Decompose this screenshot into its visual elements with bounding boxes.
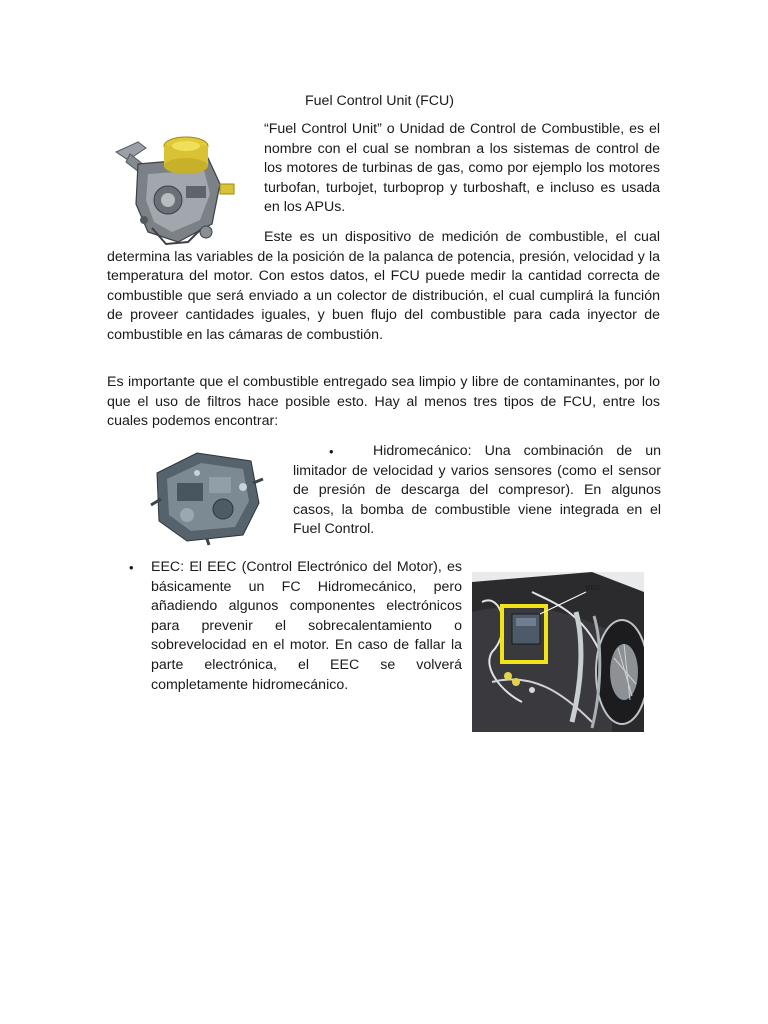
- hydromechanical-bullet: •: [329, 444, 334, 459]
- hydromechanical-paragraph: Hidromecánico: Una combinación de un limitador de velocidad y varios sensores (como el sensor de presión de descarga del compresor). En algunos casos, la bomba de combustible viene integrada en el Fuel Control.: [293, 443, 661, 538]
- eec-bullet: •: [129, 560, 134, 575]
- hydromechanical-illustration: [147, 443, 267, 547]
- eec-engine-illustration: [472, 572, 644, 732]
- hydromechanical-photo: [147, 443, 267, 547]
- eec-engine-photo: [472, 572, 644, 732]
- document-title: Fuel Control Unit (FCU): [305, 93, 454, 109]
- eec-paragraph: EEC: El EEC (Control Electrónico del Motor), es básicamente un FC Hidromecánico, pero añadiendo algunos componentes electrónicos para prevenir el sobrecalentamiento o sobrevelocidad en el motor. En caso de fallar la parte electrónica, el EEC se volverá completamente hidromecánico.: [151, 559, 462, 693]
- device-paragraph: Este es un dispositivo de medición de combustible, el cual determina las variables de la posición de la palanca de potencia, presión, velocidad y la temperatura del motor. Con estos datos, el FCU puede medir la cantidad correcta de combustible que será enviado a un colector de distribución, el cual cumplirá la función de proveer cantidades iguales, y buen flujo del combustible para cada inyector de combustible en las cámaras de combustión.: [107, 229, 660, 343]
- importance-paragraph: Es importante que el combustible entregado sea limpio y libre de contaminantes, por lo que el uso de filtros hace posible esto. Hay al menos tres tipos de FCU, entre los cuales podemos encontrar:: [107, 374, 660, 430]
- intro-paragraph: “Fuel Control Unit” o Unidad de Control de Combustible, es el nombre con el cual se nombran a los sistemas de control de los motores de turbinas de gas, como por ejemplo los motores turbofan, turbojet, turboprop y turboshaft, e incluso es usada en los APUs.: [264, 121, 660, 216]
- eec-callout-label: EEC: [586, 585, 601, 592]
